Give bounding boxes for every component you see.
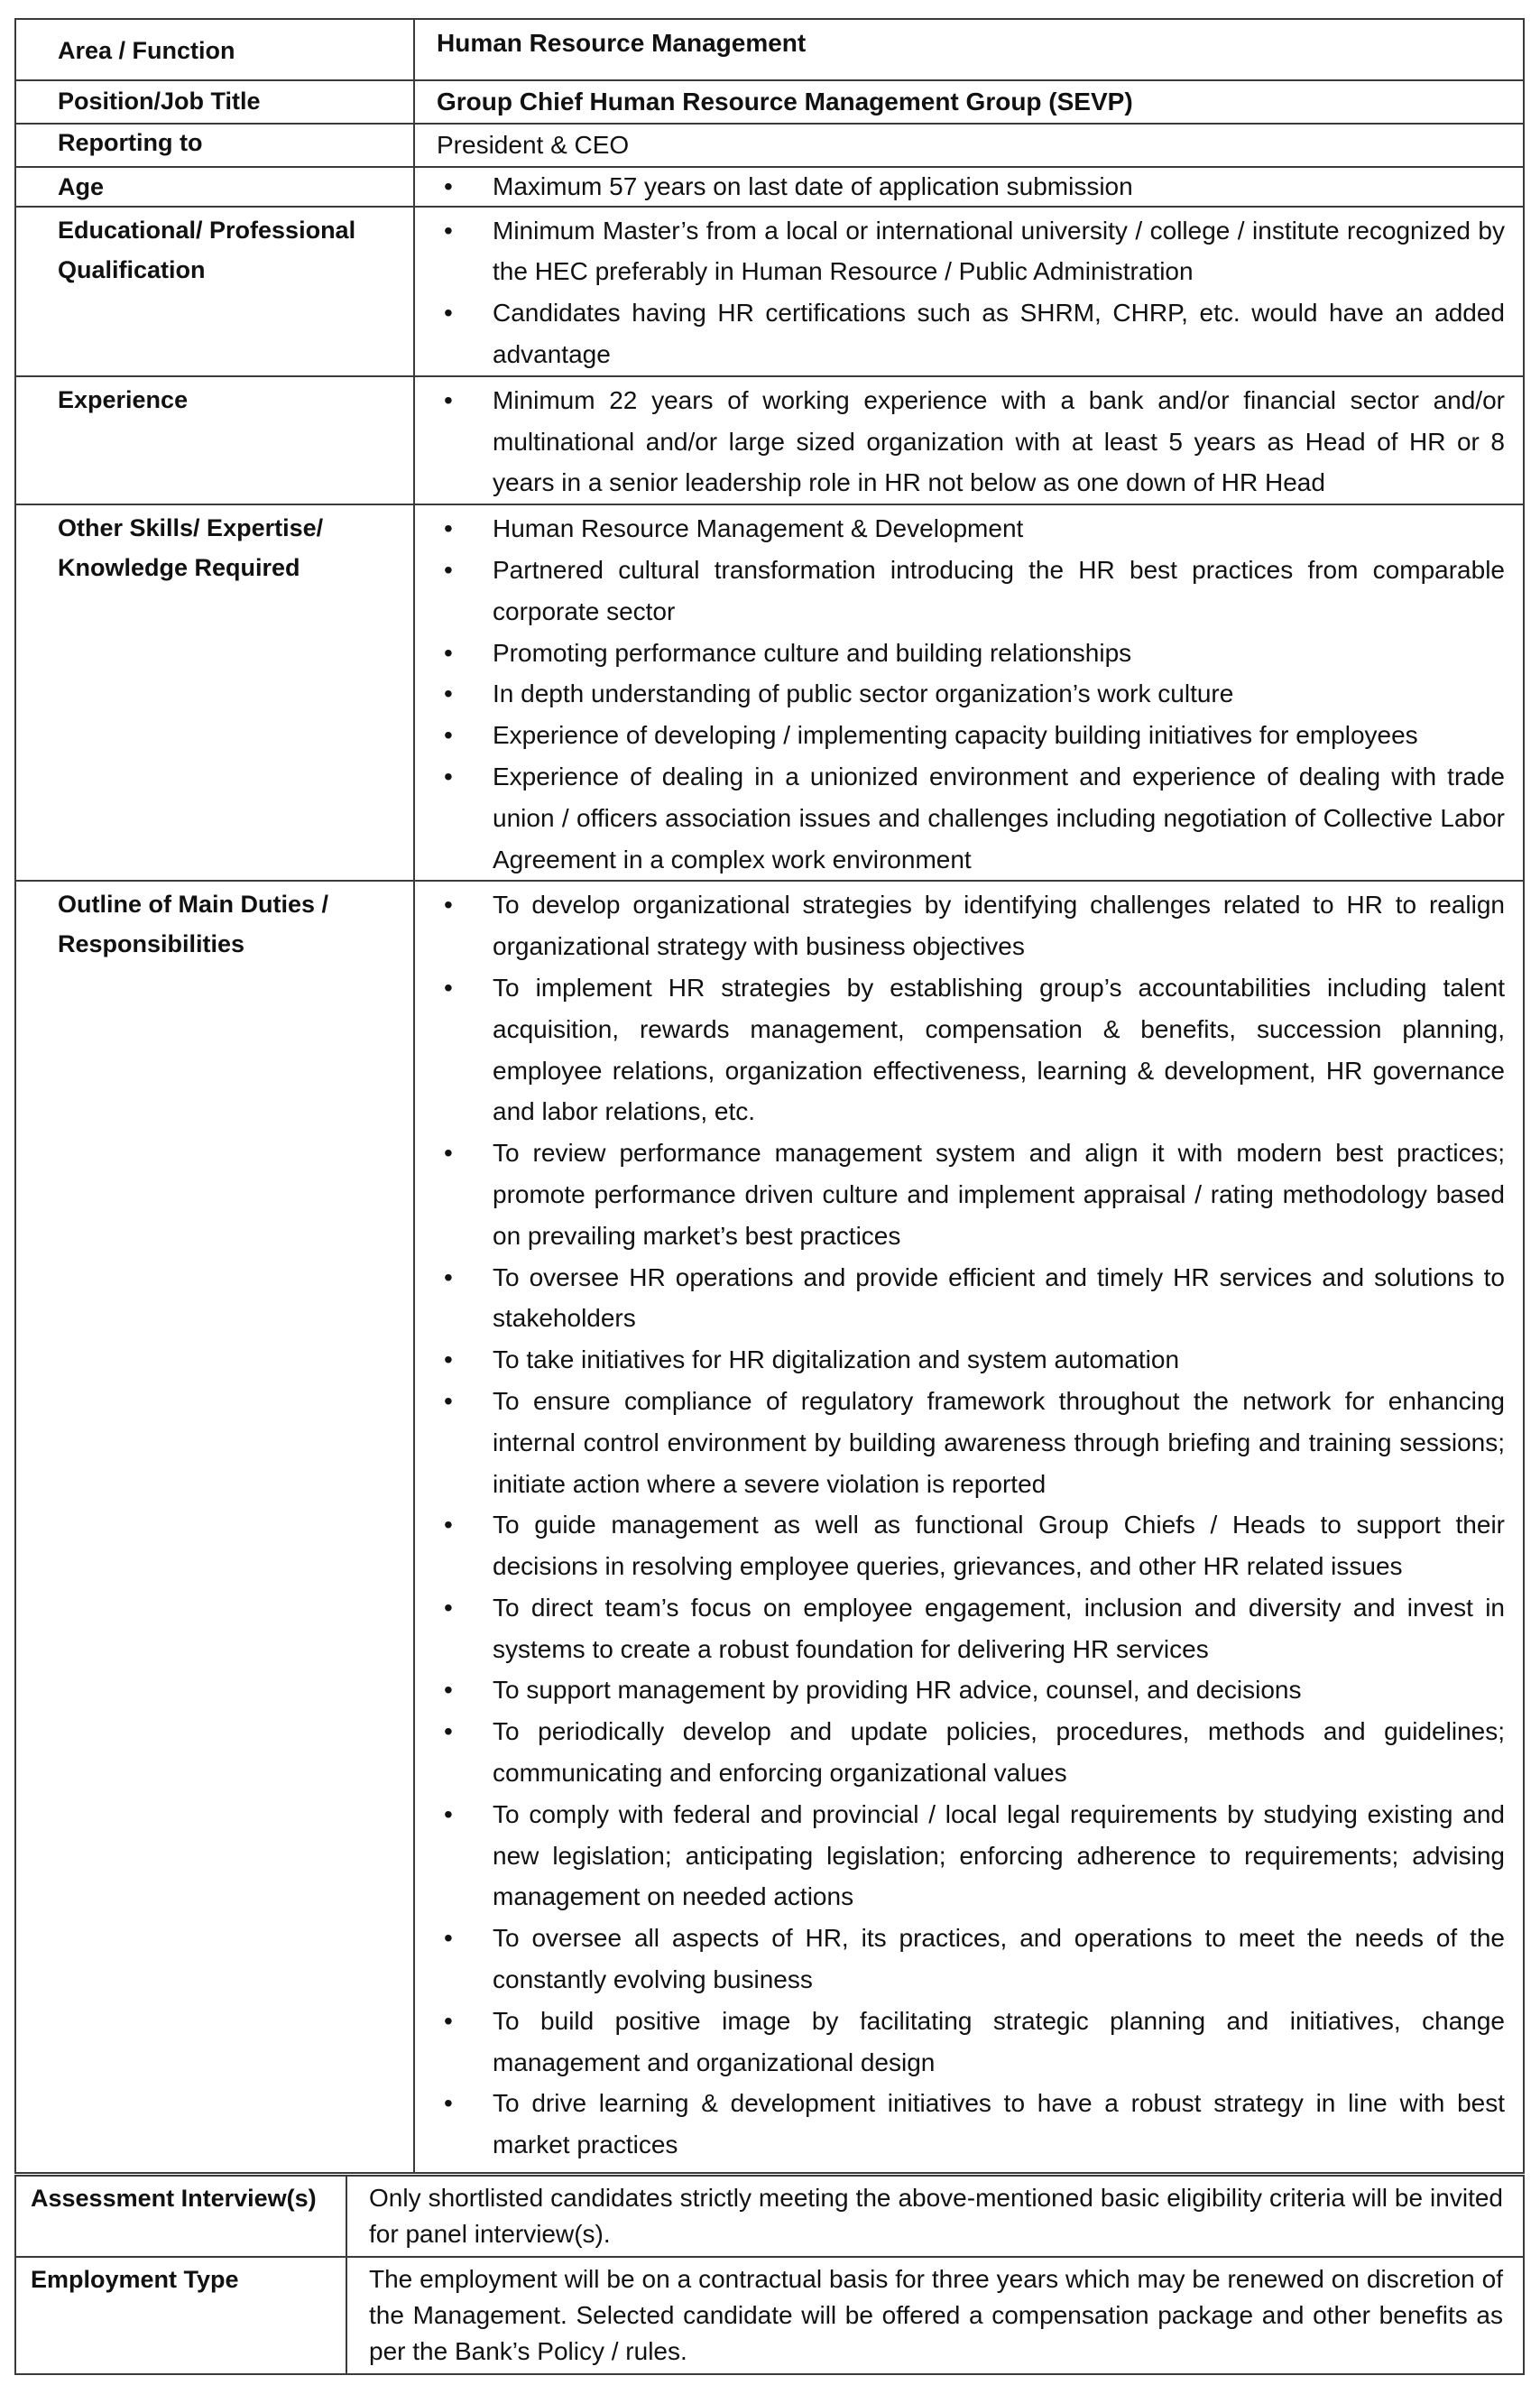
list-item: • Maximum 57 years on last date of application submission [437,168,1505,206]
list-item: • Candidates having HR certifications such as SHRM, CHRP, etc. would have an added advantage [437,292,1505,375]
list-item: • To guide management as well as functional Group Chiefs / Heads to support their decisions in resolving employee queries, grievances, and other HR related issues [437,1504,1505,1587]
table-row-age [15,167,1524,207]
table-row-experience [15,376,1524,504]
list-item: • To direct team’s focus on employee engagement, inclusion and diversity and invest in systems to create a robust foundation for delivering HR services [437,1587,1505,1670]
row-value [414,124,1524,167]
row-value [414,504,1524,881]
other-skills-label: Other Skills/ Expertise/ Knowledge Required [58,514,324,582]
list-item: • Experience of dealing in a unionized environment and experience of dealing with trade union / officers association issues and challenges including negotiation of Collective Labor Agreement in a complex work environment [437,756,1505,880]
other-skills-list [437,508,1505,880]
row-label [15,504,414,881]
list-item: • In depth understanding of public sector organization’s work culture [437,673,1505,715]
list-item: • To drive learning & development initiatives to have a robust strategy in line with best market practices [437,2083,1505,2166]
employment-terms-table [14,2175,1525,2375]
reporting-to-label: Reporting to [58,128,203,156]
row-label [15,19,414,80]
row-value [346,2257,1524,2374]
row-value [414,881,1524,2173]
employment-type-label: Employment Type [31,2266,239,2293]
list-item: • To support management by providing HR advice, counsel, and decisions [437,1669,1505,1711]
list-item: • Human Resource Management & Development [437,508,1505,550]
employment-type-value: The employment will be on a contractual basis for three years which may be renewed on discretion of the Management. Selected candidate will be offered a compensation package and other benefits as per the Bank’s Policy / rules. [369,2265,1503,2365]
list-item: • To develop organizational strategies by identifying challenges related to HR to realign organizational strategy with business objectives [437,884,1505,967]
table-row-area-function [15,19,1524,80]
table-row-employment-type [15,2257,1524,2374]
experience-list [437,380,1505,504]
education-label: Educational/ Professional Qualification [58,216,356,283]
list-item: • To periodically develop and update policies, procedures, methods and guidelines; communicating and enforcing organizational values [437,1711,1505,1794]
row-label [15,2257,346,2374]
row-label [15,881,414,2173]
assessment-label: Assessment Interview(s) [31,2185,317,2212]
main-duties-label: Outline of Main Duties / Responsibilities [58,891,329,958]
table-row-education [15,207,1524,376]
position-title-value: Group Chief Human Resource Management Group (SEVP) [437,88,1133,116]
list-item: • To review performance management system and align it with modern best practices; promote performance driven culture and implement appraisal / rating methodology based on prevailing market’s best practices [437,1132,1505,1256]
row-label [15,2176,346,2257]
area-function-value: Human Resource Management [437,29,807,57]
list-item: • To implement HR strategies by establishing group’s accountabilities including talent acquisition, rewards management, compensation & benefits, succession planning, employee relations, organization effectiveness, learning & development, HR governance and labor relations, etc. [437,967,1505,1132]
row-value [414,80,1524,124]
table-row-other-skills [15,504,1524,881]
row-label [15,167,414,207]
table-row-main-duties [15,881,1524,2173]
experience-label: Experience [58,385,189,413]
list-item: • Minimum 22 years of working experience with a bank and/or financial sector and/or multinational and/or large sized organization with at least 5 years as Head of HR or 8 years in a senior leadership role in HR not below as one down of HR Head [437,380,1505,504]
table-row-assessment [15,2176,1524,2257]
list-item: • To comply with federal and provincial / local legal requirements by studying existing and new legislation; anticipating legislation; enforcing adherence to requirements; advising management on needed actions [437,1794,1505,1918]
list-item: • To oversee HR operations and provide efficient and timely HR services and solutions to stakeholders [437,1257,1505,1340]
list-item: • Partnered cultural transformation introducing the HR best practices from comparable corporate sector [437,550,1505,633]
row-label [15,124,414,167]
table-row-position-title [15,80,1524,124]
list-item: • To ensure compliance of regulatory framework throughout the network for enhancing internal control environment by building awareness through briefing and training sessions; initiate action where a severe violation is reported [437,1381,1505,1504]
list-item: • To take initiatives for HR digitalization and system automation [437,1339,1505,1381]
row-value [346,2176,1524,2257]
row-label [15,80,414,124]
age-list [437,168,1505,206]
row-value [414,207,1524,376]
education-list [437,210,1505,375]
row-label [15,207,414,376]
job-description-table [14,18,1525,2174]
list-item: • To build positive image by facilitating strategic planning and initiatives, change management and organizational design [437,2001,1505,2084]
list-item: • Minimum Master’s from a local or international university / college / institute recognized by the HEC preferably in Human Resource / Public Administration [437,210,1505,293]
main-duties-list [437,884,1505,2166]
row-value [414,167,1524,207]
row-value [414,376,1524,504]
list-item: • Promoting performance culture and building relationships [437,633,1505,674]
reporting-to-value: President & CEO [437,130,630,159]
area-function-label: Area / Function [58,37,235,64]
age-label: Age [58,172,105,200]
list-item: • Experience of developing / implementing capacity building initiatives for employees [437,715,1505,756]
position-title-label: Position/Job Title [58,88,261,115]
row-label [15,376,414,504]
row-value [414,19,1524,80]
assessment-value: Only shortlisted candidates strictly meeting the above-mentioned basic eligibility criteria will be invited for panel interview(s). [369,2184,1503,2248]
table-row-reporting-to [15,124,1524,167]
list-item: • To oversee all aspects of HR, its practices, and operations to meet the needs of the constantly evolving business [437,1918,1505,2001]
